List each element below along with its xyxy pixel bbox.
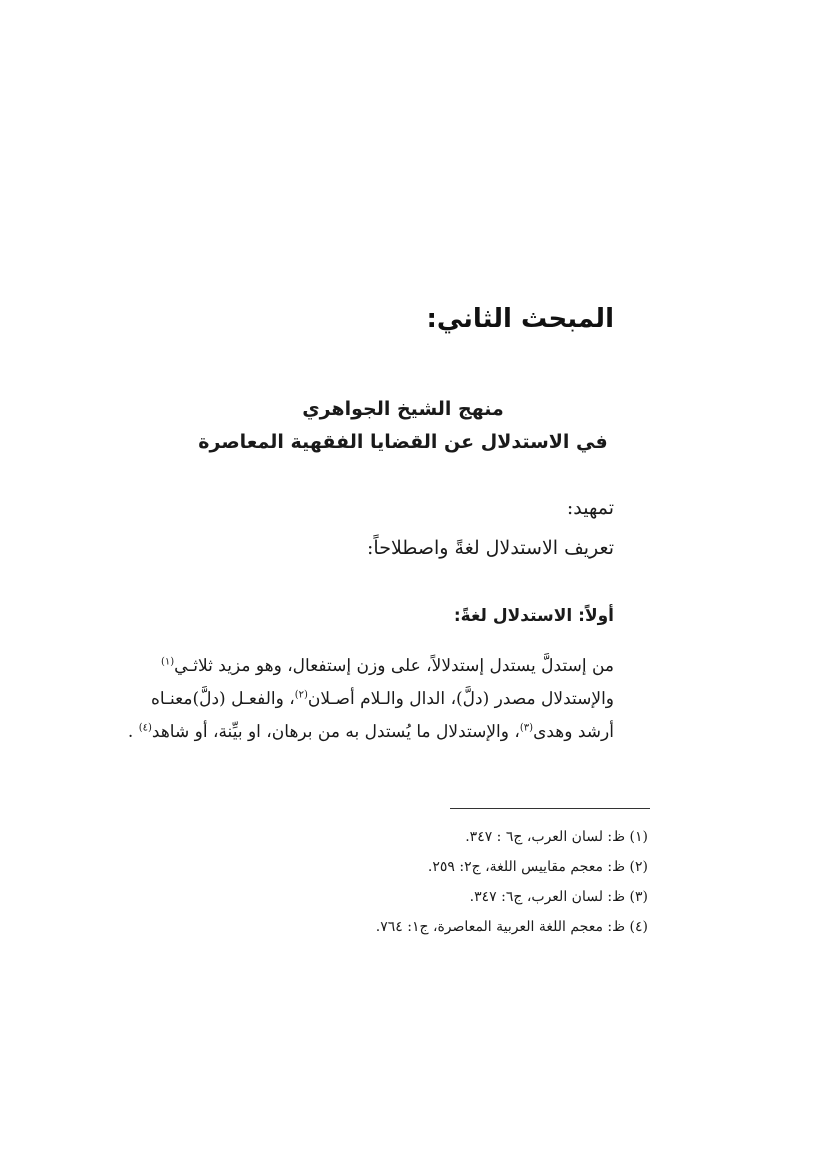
- intro-label: تمهيد:: [566, 497, 614, 519]
- footnote-2: (٢) ظ: معجم مقاييس اللغة، ج٢: ٢٥٩.: [427, 859, 648, 875]
- body-line-2-text-a: والإستدلال مصدر (دلَّ)، الدال والـلام أصـلان: [307, 689, 614, 709]
- main-heading-line-2: في الاستدلال عن القضايا الفقهية المعاصرة: [198, 431, 608, 453]
- body-line-1-text: من إستدلَّ يستدل إستدلالاً، على وزن إستفعال، وهو مزيد ثلاثـي: [174, 656, 614, 676]
- footnote-ref-2[interactable]: (٢): [294, 689, 308, 701]
- main-heading-line-1: منهج الشيخ الجواهري: [302, 398, 504, 420]
- footnote-3: (٣) ظ: لسان العرب، ج٦: ٣٤٧.: [469, 889, 648, 905]
- body-line-3: [127, 716, 614, 749]
- footnotes-list: [376, 822, 648, 942]
- definition-title: تعريف الاستدلال لغةً واصطلاحاً:: [367, 537, 614, 559]
- footnote-1: (١) ظ: لسان العرب، ج٦ : ٣٤٧.: [465, 829, 648, 845]
- footnote-ref-1[interactable]: (١): [160, 656, 175, 668]
- body-line-3-text-a: أرشد وهدى: [533, 722, 614, 742]
- section-title: المبحث الثاني:: [426, 304, 614, 334]
- body-line-1: [160, 650, 614, 683]
- sub-heading: أولاً: الاستدلال لغةً:: [453, 606, 614, 626]
- body-line-2: [150, 683, 614, 716]
- body-line-3-end: .: [127, 722, 139, 742]
- body-line-3-text-b: ، والإستدلال ما يُستدل به من برهان، او بيِّنة، أو شاهد: [151, 722, 520, 742]
- footnote-separator: [450, 808, 650, 809]
- body-paragraph: [127, 650, 614, 749]
- footnote-ref-3[interactable]: (٣): [519, 722, 534, 734]
- body-line-2-text-b: ، والفعـل (دلَّ)معنـاه: [150, 689, 295, 709]
- footnote-ref-4[interactable]: (٤): [138, 722, 152, 734]
- footnote-4: (٤) ظ: معجم اللغة العربية المعاصرة، ج١: ٧٦٤.: [375, 919, 648, 935]
